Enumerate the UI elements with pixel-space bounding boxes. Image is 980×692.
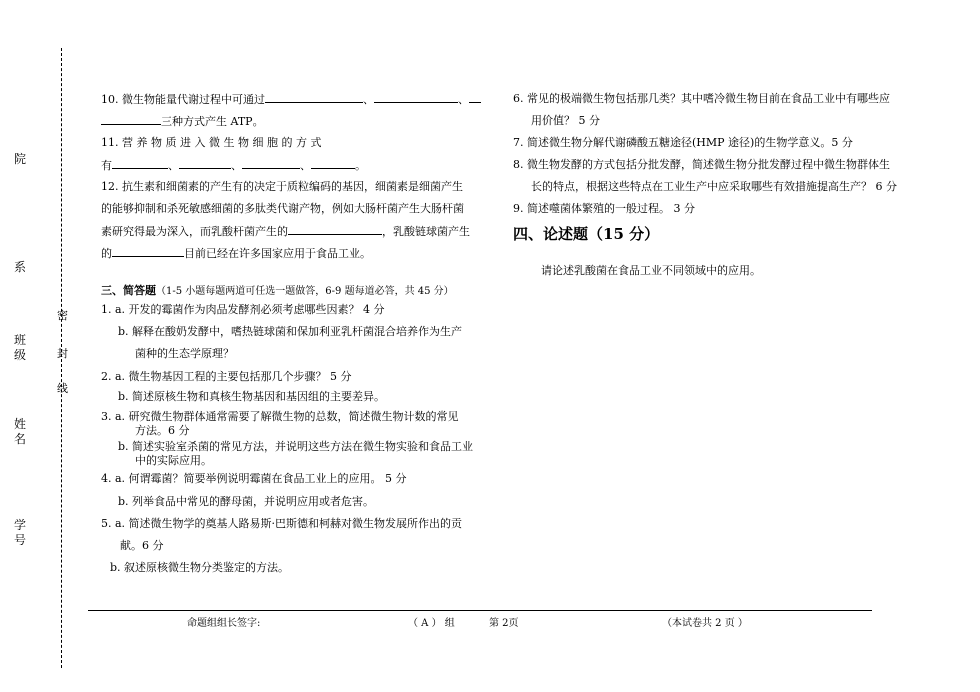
question-8-line2: 长的特点，根据这些特点在工业生产中应采取哪些有效措施提高生产？ 6 分 (531, 180, 897, 193)
question-11-line2: 有 、 、 、 。 (101, 159, 366, 172)
essay-question: 请论述乳酸菌在食品工业不同领域中的应用。 (541, 264, 761, 277)
question-7: 7. 简述微生物分解代谢磷酸五糖途径(HMP 途径)的生物学意义。5 分 (513, 136, 853, 149)
question-12-line3: 素研究得最为深入，而乳酸杆菌产生的 ，乳酸链球菌产生 (101, 225, 470, 238)
question-10-line1: 10. 微生物能量代谢过程中可通过 、 、 (101, 91, 481, 108)
side-label-name: 姓名 (14, 417, 27, 446)
question-2b: b. 简述原核生物和真核生物基因和基因组的主要差异。 (118, 390, 386, 403)
question-1b-line2: 菌种的生态学原理？ (135, 347, 234, 360)
section-3-title: 三、简答题 (101, 284, 156, 297)
side-label-department: 系 (14, 260, 27, 274)
question-4b: b. 列举食品中常见的酵母菌，并说明应用或者危害。 (118, 495, 375, 508)
side-label-class: 班级 (14, 333, 27, 362)
footer-group: （ A ） 组 (408, 618, 455, 629)
footer-total-pages: （本试卷共 2 页 ） (662, 618, 748, 629)
side-label-college: 院 (14, 152, 27, 166)
section-3-note: （1-5 小题每题两道可任选一题做答，6-9 题每道必答，共 45 分） (156, 286, 454, 297)
question-12-line4: 的 目前已经在许多国家应用于食品工业。 (101, 247, 371, 260)
question-10-line2: 三种方式产生 ATP。 (101, 113, 264, 130)
question-5a-line2: 献。6 分 (120, 539, 164, 552)
question-3a-line2: 方法。6 分 (135, 424, 190, 437)
question-1b-line1: b. 解释在酸奶发酵中，嗜热链球菌和保加利亚乳杆菌混合培养作为生产 (118, 325, 463, 338)
question-6-line2: 用价值？ 5 分 (531, 114, 600, 127)
section-3-header (101, 283, 454, 300)
question-3b-line2: 中的实际应用。 (135, 454, 212, 467)
question-12-line1: 12. 抗生素和细菌素的产生有的决定于质粒编码的基因，细菌素是细菌产生 (101, 180, 463, 193)
side-label-student-id: 学号 (14, 518, 27, 547)
footer-rule (88, 610, 872, 611)
question-12-line2: 的能够抑制和杀死敏感细菌的多肽类代谢产物，例如大肠杆菌产生大肠杆菌 (101, 202, 464, 215)
question-5a-line1: 5. a. 简述微生物学的奠基人路易斯·巴斯德和柯赫对微生物发展所作出的贡 (101, 517, 463, 530)
section-4-title: 四、论述题（15 分） (513, 225, 660, 243)
question-3a-line1: 3. a. 研究微生物群体通常需要了解微生物的总数，简述微生物计数的常见 (101, 410, 459, 423)
question-4a: 4. a. 何谓霉菌？简要举例说明霉菌在食品工业上的应用。 5 分 (101, 472, 407, 485)
seal-mi: 密 (57, 309, 68, 322)
footer-signature: 命题组组长签字: (187, 618, 261, 629)
question-8-line1: 8. 微生物发酵的方式包括分批发酵，简述微生物分批发酵过程中微生物群体生 (513, 158, 890, 171)
seal-feng: 封 (57, 347, 68, 360)
question-3b-line1: b. 简述实验室杀菌的常见方法，并说明这些方法在微生物实验和食品工业 (118, 440, 474, 453)
seal-xian: 线 (57, 382, 68, 395)
question-1a: 1. a. 开发的霉菌作为肉品发酵剂必须考虑哪些因素？ 4 分 (101, 303, 385, 316)
question-2a: 2. a. 微生物基因工程的主要包括那几个步骤？ 5 分 (101, 370, 352, 383)
footer-page-number: 第 2页 (489, 618, 519, 629)
question-9: 9. 简述噬菌体繁殖的一般过程。 3 分 (513, 202, 695, 215)
question-6-line1: 6. 常见的极端微生物包括那几类？其中嗜冷微生物目前在食品工业中有哪些应 (513, 92, 890, 105)
question-5b: b. 叙述原核微生物分类鉴定的方法。 (110, 561, 290, 574)
question-11-line1: 11. 营 养 物 质 进 入 微 生 物 细 胞 的 方 式 (101, 136, 322, 149)
